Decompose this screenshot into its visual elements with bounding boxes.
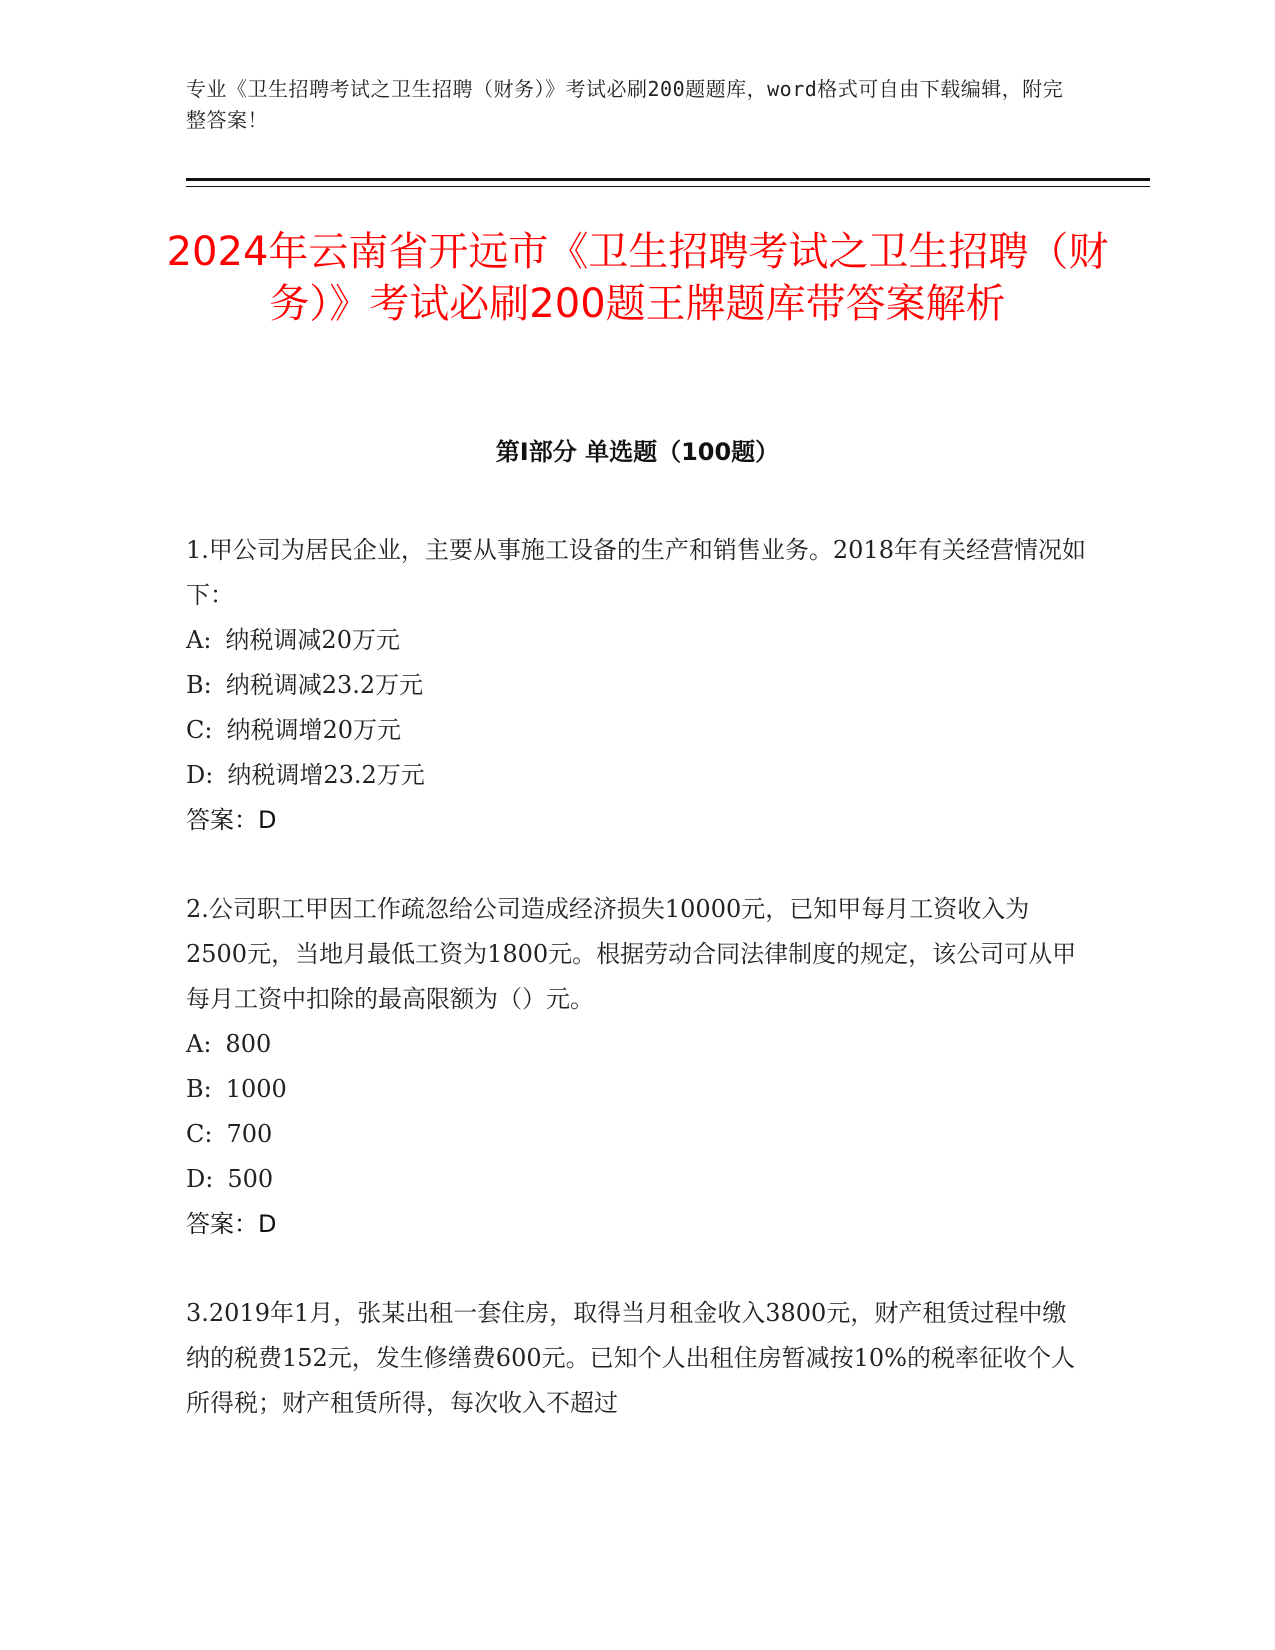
option-letter: A: [186, 626, 212, 654]
option-text: 纳税调减20万元 [225, 626, 400, 654]
option-text: 1000 [225, 1075, 287, 1103]
header-rule-thick [186, 178, 1150, 181]
option-d [186, 1157, 1086, 1202]
option-text: 纳税调减23.2万元 [225, 671, 424, 699]
option-b [186, 663, 1086, 708]
question-2 [186, 887, 1086, 1247]
option-d [186, 753, 1086, 798]
option-c [186, 1112, 1086, 1157]
option-letter: D: [186, 761, 214, 789]
option-letter: B: [186, 671, 212, 699]
answer-line: 答案：D [186, 1210, 277, 1238]
option-letter: A: [186, 1030, 212, 1058]
question-1 [186, 528, 1086, 843]
document-title: 2024年云南省开远市《卫生招聘考试之卫生招聘（财务）》考试必刷200题王牌题库带答案解析 [166, 229, 1109, 327]
question-stem: 3.2019年1月，张某出租一套住房，取得当月租金收入3800元，财产租赁过程中缴纳的税费152元，发生修缮费600元。已知个人出租住房暂减按10%的税率征收个人所得税；财产租赁所得，每次收入不超过 [186, 1299, 1075, 1417]
option-a [186, 618, 1086, 663]
answer-line: 答案：D [186, 806, 277, 834]
option-letter: B: [186, 1075, 212, 1103]
header-note: 专业《卫生招聘考试之卫生招聘（财务）》考试必刷200题题库，word格式可自由下载编辑，附完整答案！ [186, 77, 1064, 132]
option-b [186, 1067, 1086, 1112]
option-letter: C: [186, 1120, 213, 1148]
option-text: 500 [227, 1165, 274, 1193]
option-text: 800 [225, 1030, 272, 1058]
question-3 [186, 1291, 1086, 1426]
option-a [186, 1022, 1086, 1067]
option-text: 纳税调增23.2万元 [227, 761, 425, 789]
question-list [186, 528, 1086, 1470]
question-stem: 2.公司职工甲因工作疏忽给公司造成经济损失10000元，已知甲每月工资收入为2500元，当地月最低工资为1800元。根据劳动合同法律制度的规定，该公司可从甲每月工资中扣除的最高限额为（）元。 [186, 895, 1077, 1013]
section-heading: 第I部分 单选题（100题） [495, 438, 780, 466]
option-c [186, 708, 1086, 753]
option-text: 纳税调增20万元 [226, 716, 401, 744]
option-letter: C: [186, 716, 213, 744]
header-rule-thin [186, 186, 1150, 187]
option-text: 700 [226, 1120, 273, 1148]
question-stem: 1.甲公司为居民企业，主要从事施工设备的生产和销售业务。2018年有关经营情况如下： [186, 536, 1086, 609]
option-letter: D: [186, 1165, 214, 1193]
